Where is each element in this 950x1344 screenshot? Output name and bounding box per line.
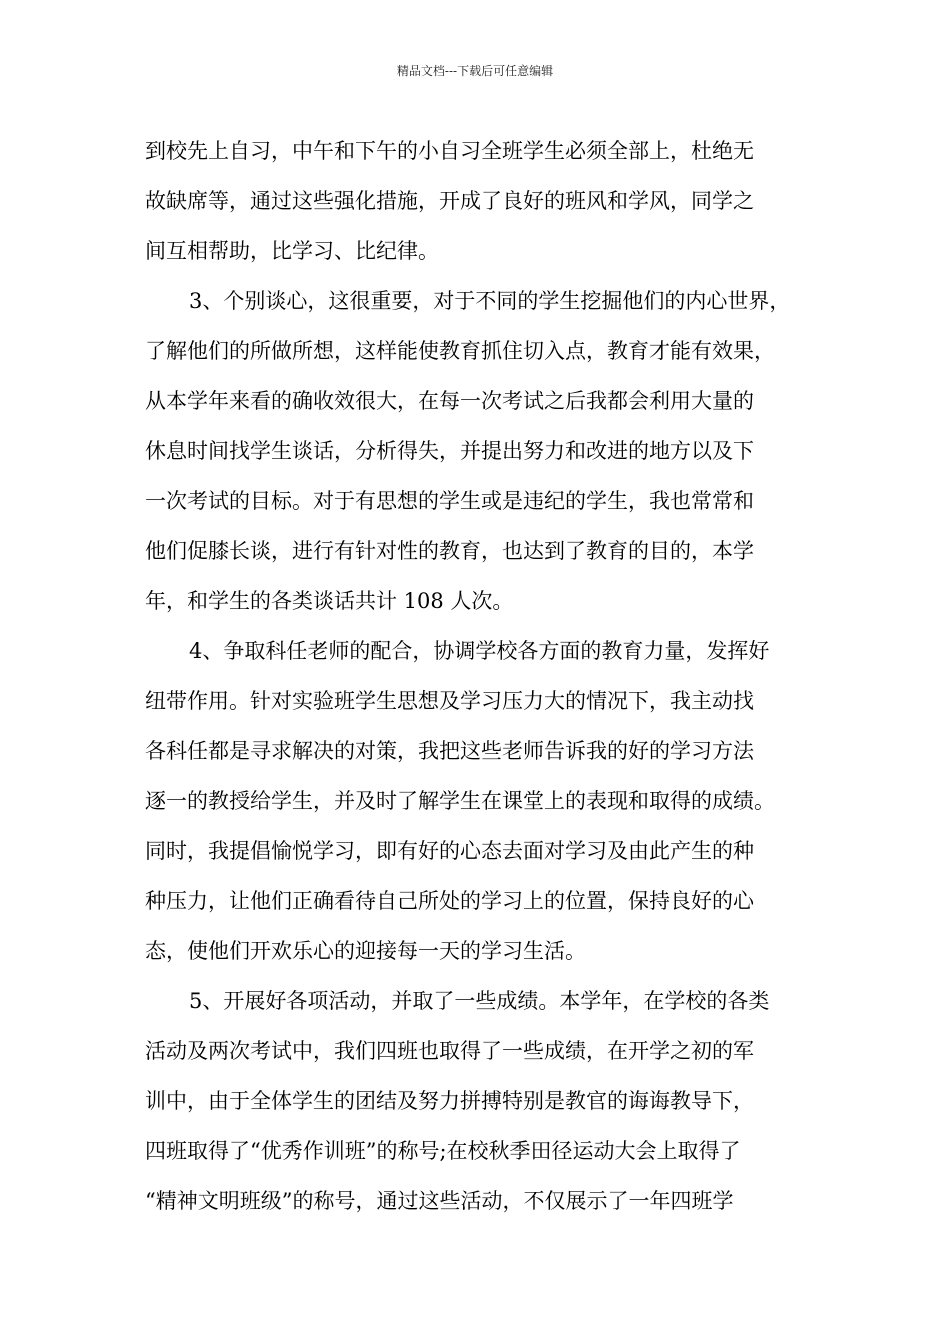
text-line: 四班取得了“优秀作训班”的称号;在校秋季田径运动大会上取得了 [145, 1139, 741, 1163]
text-line: 休息时间找学生谈话，分析得失，并提出努力和改进的地方以及下 [145, 439, 754, 463]
text-line: 纽带作用。针对实验班学生思想及学习压力大的情况下，我主动找 [145, 689, 754, 713]
text-line: 从本学年来看的确收效很大，在每一次考试之后我都会利用大量的 [145, 389, 754, 413]
text-line: 年，和学生的各类谈话共计 108 人次。 [145, 589, 514, 613]
text-line: 到校先上自习，中午和下午的小自习全班学生必须全部上，杜绝无 [145, 139, 754, 163]
text-line: 故缺席等，通过这些强化措施，开成了良好的班风和学风，同学之 [145, 189, 754, 213]
text-line: 种压力，让他们正确看待自己所处的学习上的位置，保持良好的心 [145, 889, 754, 913]
text-line: 间互相帮助，比学习、比纪律。 [145, 239, 439, 263]
text-line: 一次考试的目标。对于有思想的学生或是违纪的学生，我也常常和 [145, 489, 754, 513]
text-line: 训中，由于全体学生的团结及努力拼搏特别是教官的诲诲教导下， [145, 1089, 754, 1113]
text-line: 同时，我提倡愉悦学习，即有好的心态去面对学习及由此产生的种 [145, 839, 754, 863]
paragraph-start-line: 5、开展好各项活动，并取了一些成绩。本学年，在学校的各类 [189, 989, 770, 1013]
text-line: “精神文明班级”的称号，通过这些活动，不仅展示了一年四班学 [145, 1189, 734, 1213]
page-header: 精品文档---下载后可任意编辑 [396, 64, 554, 78]
paragraph-start-line: 4、争取科任老师的配合，协调学校各方面的教育力量，发挥好 [189, 639, 770, 663]
text-line: 各科任都是寻求解决的对策，我把这些老师告诉我的好的学习方法 [145, 739, 754, 763]
text-line: 态，使他们开欢乐心的迎接每一天的学习生活。 [145, 939, 586, 963]
document-body [145, 126, 810, 1226]
paragraph-start-line: 3、个别谈心，这很重要，对于不同的学生挖掘他们的内心世界， [189, 289, 791, 313]
text-line: 逐一的教授给学生，并及时了解学生在课堂上的表现和取得的成绩。 [145, 789, 775, 813]
text-line: 活动及两次考试中，我们四班也取得了一些成绩，在开学之初的军 [145, 1039, 754, 1063]
text-line: 了解他们的所做所想，这样能使教育抓住切入点，教育才能有效果， [145, 339, 775, 363]
text-line: 他们促膝长谈，进行有针对性的教育，也达到了教育的目的，本学 [145, 539, 754, 563]
